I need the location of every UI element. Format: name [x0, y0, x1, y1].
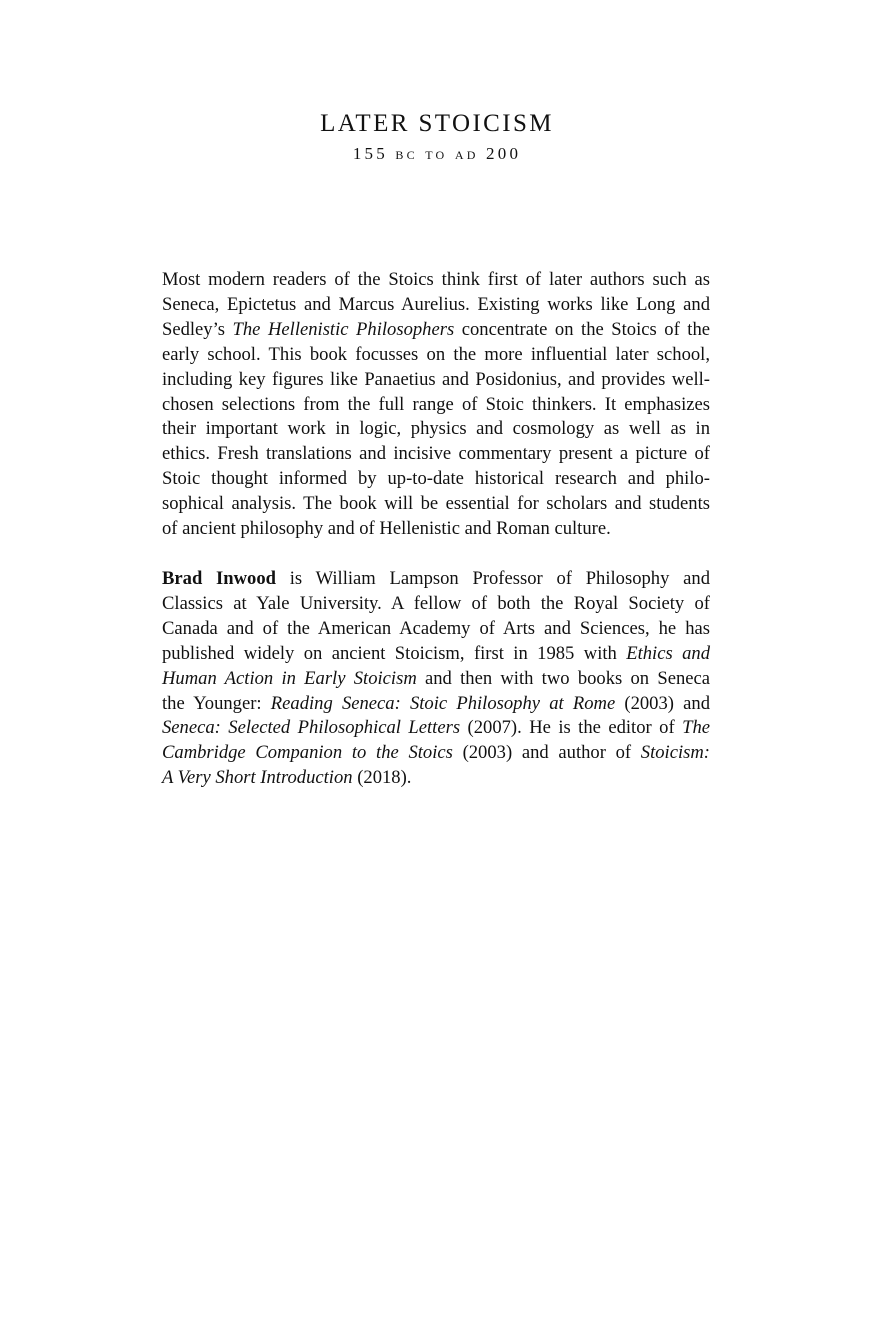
text-line: Seneca, Epictetus and Marcus Aurelius. Existing works like Long and — [162, 293, 710, 315]
italic-title: The Hellenistic Philosophers — [232, 318, 455, 340]
text-line: Human Action in Early Stoicism and then with two books on Seneca — [162, 667, 710, 689]
text-line: Stoic thought informed by up-to-date historical research and philo- — [162, 468, 710, 490]
book-description — [162, 268, 710, 542]
italic-title: Ethics and — [626, 642, 711, 664]
text-line: sophical analysis. The book will be essential for scholars and students — [162, 493, 710, 515]
text-line: Seneca: Selected Philosophical Letters (2007). He is the editor of The — [162, 717, 710, 739]
text-line: Cambridge Companion to the Stoics (2003) and author of Stoicism: — [162, 742, 710, 764]
text-line: Brad Inwood is William Lampson Professor of Philosophy and — [162, 568, 711, 589]
italic-title: Reading Seneca: Stoic Philosophy at Rome — [270, 692, 616, 714]
italic-title: Human Action in Early Stoicism — [162, 667, 417, 689]
text-line: Canada and of the American Academy of Arts and Sciences, he has — [162, 617, 710, 639]
author-name: Brad Inwood — [162, 568, 276, 589]
text-line: Classics at Yale University. A fellow of both the Royal Society of — [162, 592, 710, 614]
book-title: LATER STOICISM — [320, 110, 554, 137]
text-line: published widely on ancient Stoicism, first in 1985 with Ethics and — [162, 642, 711, 664]
italic-title: Seneca: Selected Philosophical Letters — [162, 717, 461, 739]
text-line: their important work in logic, physics and cosmology as well as in — [162, 418, 710, 440]
text-line: A Very Short Introduction (2018). — [162, 767, 412, 789]
italic-title: Cambridge Companion to the Stoics — [162, 742, 453, 764]
text-line: the Younger: Reading Seneca: Stoic Philosophy at Rome (2003) and — [162, 692, 711, 714]
text-line: chosen selections from the full range of Stoic thinkers. It emphasizes — [162, 393, 710, 415]
italic-title: The — [682, 717, 710, 739]
book-subtitle: 155 bc to ad 200 — [352, 144, 522, 163]
author-biography — [162, 567, 710, 791]
text-line: early school. This book focusses on the more influential later school, — [162, 343, 710, 365]
italic-title: A Very Short Introduction — [162, 767, 353, 789]
text-line: of ancient philosophy and of Hellenistic and Roman culture. — [162, 518, 611, 540]
text-line: Sedley’s The Hellenistic Philosophers concentrate on the Stoics of the — [162, 318, 711, 340]
text-line: including key figures like Panaetius and Posidonius, and provides well- — [162, 368, 710, 390]
italic-title: Stoicism: — [640, 742, 710, 764]
text-line: Most modern readers of the Stoics think first of later authors such as — [162, 269, 710, 290]
text-line: ethics. Fresh translations and incisive commentary present a picture of — [162, 443, 710, 465]
